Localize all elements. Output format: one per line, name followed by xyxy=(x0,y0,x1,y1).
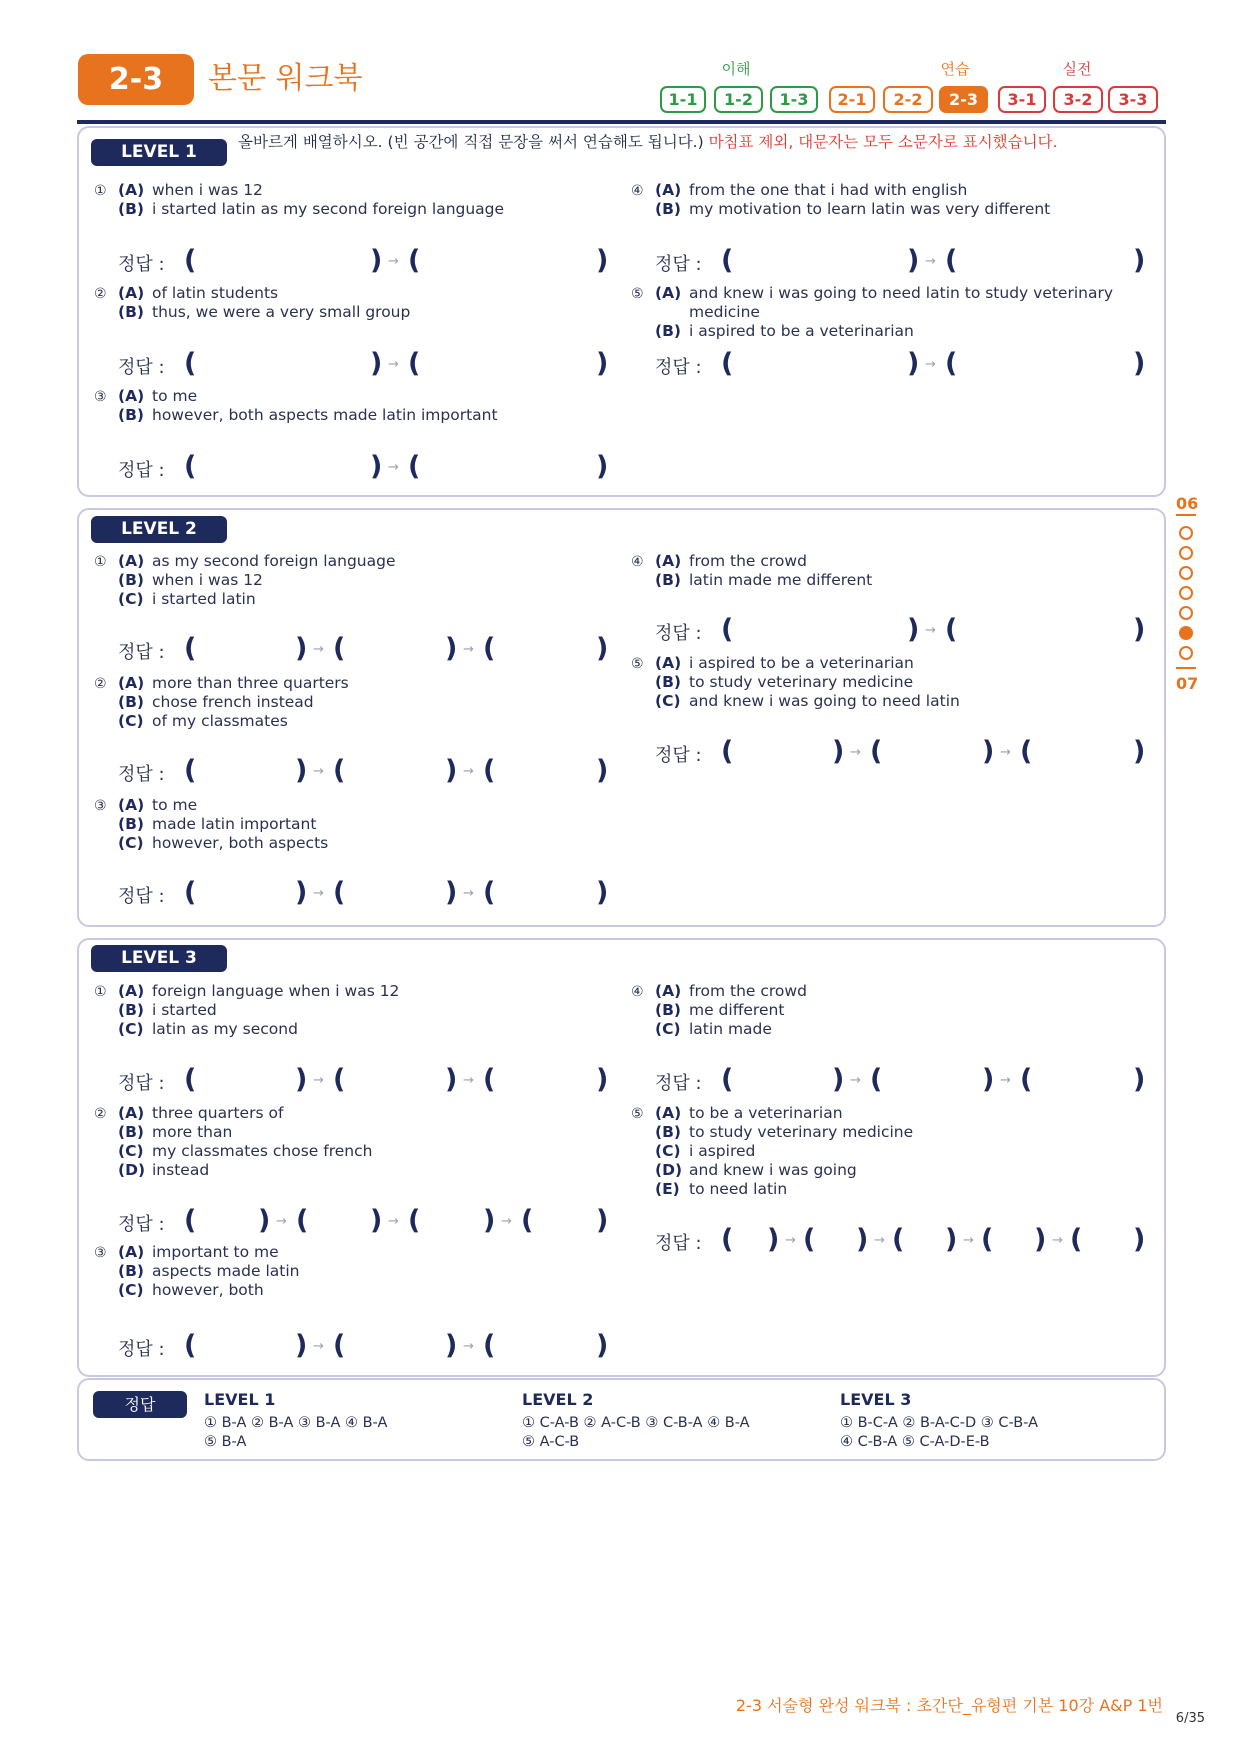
option-text: and knew i was going to need latin to study veterinary medicine xyxy=(689,284,1114,321)
key-level-2-line1: ① C-A-B ② A-C-B ③ C-B-A ④ B-A xyxy=(522,1415,750,1431)
answer-l3-q1[interactable]: 정답 : ( ) → ( ) → ( ) xyxy=(118,1064,609,1095)
key-level-3-line1: ① B-C-A ② B-A-C-D ③ C-B-A xyxy=(840,1415,1039,1431)
option-text: instead xyxy=(152,1161,210,1179)
group-label-understand: 이해 xyxy=(721,60,751,78)
instruction-text xyxy=(238,132,1143,152)
side-index-top: 06 xyxy=(1176,494,1199,513)
option-text: to need latin xyxy=(689,1180,788,1198)
option-text: my motivation to learn latin was very different xyxy=(689,200,1051,218)
side-dot-6-active xyxy=(1179,626,1193,640)
option-text: from the crowd xyxy=(689,982,807,1000)
page-number: 6/35 xyxy=(1175,1711,1205,1726)
side-dot-4 xyxy=(1179,586,1193,600)
page-title: 본문 워크북 xyxy=(208,61,363,96)
option-text: foreign language when i was 12 xyxy=(152,982,400,1000)
tab-1-1[interactable]: 1-1 xyxy=(660,86,706,113)
side-dot-3 xyxy=(1179,566,1193,580)
option-text: i started latin xyxy=(152,590,256,608)
key-level-1-title: LEVEL 1 xyxy=(204,1390,276,1409)
key-level-2-line2: ⑤ A-C-B xyxy=(522,1434,580,1450)
instruction-note: 마침표 제외, 대문자는 모두 소문자로 표시했습니다. xyxy=(703,133,1058,151)
side-index-bottom: 07 xyxy=(1176,674,1199,693)
option-text: however, both xyxy=(152,1281,264,1299)
side-index-line-top xyxy=(1176,514,1196,516)
option-text: and knew i was going xyxy=(689,1161,857,1179)
footer-text: 2-3 서술형 완성 워크북 : 초간단_유형편 기본 10강 A&P 1번 xyxy=(735,1696,1163,1715)
key-level-3-title: LEVEL 3 xyxy=(840,1390,912,1409)
option-text: i aspired xyxy=(689,1142,756,1160)
key-level-3-line2: ④ C-B-A ⑤ C-A-D-E-B xyxy=(840,1434,990,1450)
option-text: latin made me different xyxy=(689,571,873,589)
answer-l1-q4[interactable]: 정답 : ( ) → ( ) xyxy=(655,245,1146,276)
option-text: however, both aspects xyxy=(152,834,329,852)
tab-2-2[interactable]: 2-2 xyxy=(883,86,933,113)
option-text: i started xyxy=(152,1001,217,1019)
option-text: three quarters of xyxy=(152,1104,284,1122)
option-text: of latin students xyxy=(152,284,279,302)
level-1-badge: LEVEL 1 xyxy=(91,139,227,166)
option-text: my classmates chose french xyxy=(152,1142,373,1160)
level-2-badge: LEVEL 2 xyxy=(91,516,227,543)
key-level-1-line1: ① B-A ② B-A ③ B-A ④ B-A xyxy=(204,1415,388,1431)
level-3-badge: LEVEL 3 xyxy=(91,945,227,972)
option-text: to study veterinary medicine xyxy=(689,1123,914,1141)
side-dot-2 xyxy=(1179,546,1193,560)
option-text: when i was 12 xyxy=(152,571,263,589)
answer-l2-q4[interactable]: 정답 : ( ) → ( ) xyxy=(655,614,1146,645)
key-level-1-line2: ⑤ B-A xyxy=(204,1434,247,1450)
answer-l2-q5[interactable]: 정답 : ( ) → ( ) → ( ) xyxy=(655,736,1146,767)
option-text: aspects made latin xyxy=(152,1262,300,1280)
answer-l2-q3[interactable]: 정답 : ( ) → ( ) → ( ) xyxy=(118,877,609,908)
option-text: to study veterinary medicine xyxy=(689,673,914,691)
option-text: me different xyxy=(689,1001,785,1019)
answer-key-badge: 정답 xyxy=(93,1391,187,1418)
option-text: thus, we were a very small group xyxy=(152,303,411,321)
tab-3-2[interactable]: 3-2 xyxy=(1053,86,1103,113)
option-text: however, both aspects made latin important xyxy=(152,406,498,424)
tab-1-3[interactable]: 1-3 xyxy=(770,86,818,113)
option-text: to me xyxy=(152,387,198,405)
answer-l2-q2[interactable]: 정답 : ( ) → ( ) → ( ) xyxy=(118,755,609,786)
option-text: of my classmates xyxy=(152,712,288,730)
option-text: latin as my second xyxy=(152,1020,298,1038)
option-text: and knew i was going to need latin xyxy=(689,692,960,710)
answer-l1-q5[interactable]: 정답 : ( ) → ( ) xyxy=(655,348,1146,379)
option-text: made latin important xyxy=(152,815,317,833)
group-label-practice: 연습 xyxy=(940,60,970,78)
option-text: to me xyxy=(152,796,198,814)
tab-3-3[interactable]: 3-3 xyxy=(1108,86,1158,113)
option-text: more than three quarters xyxy=(152,674,349,692)
tab-1-2[interactable]: 1-2 xyxy=(714,86,763,113)
side-dot-1 xyxy=(1179,526,1193,540)
answer-l3-q4[interactable]: 정답 : ( ) → ( ) → ( ) xyxy=(655,1064,1146,1095)
answer-l1-q1[interactable]: 정답 : ( ) → ( ) xyxy=(118,245,609,276)
tab-2-1[interactable]: 2-1 xyxy=(829,86,875,113)
answer-l1-q2[interactable]: 정답 : ( ) → ( ) xyxy=(118,348,609,379)
option-text: latin made xyxy=(689,1020,772,1038)
option-text: chose french instead xyxy=(152,693,314,711)
option-text: when i was 12 xyxy=(152,181,263,199)
tab-3-1[interactable]: 3-1 xyxy=(998,86,1046,113)
option-text: important to me xyxy=(152,1243,279,1261)
section-badge: 2-3 xyxy=(78,54,194,105)
option-text: i aspired to be a veterinarian xyxy=(689,654,914,672)
group-label-real: 실전 xyxy=(1062,60,1092,78)
key-level-2-title: LEVEL 2 xyxy=(522,1390,594,1409)
option-text: as my second foreign language xyxy=(152,552,396,570)
option-text: i started latin as my second foreign language xyxy=(152,200,505,218)
answer-l3-q3[interactable]: 정답 : ( ) → ( ) → ( ) xyxy=(118,1330,609,1361)
option-text: i aspired to be a veterinarian xyxy=(689,322,914,340)
side-index-line-bottom xyxy=(1176,667,1196,669)
option-text: from the one that i had with english xyxy=(689,181,968,199)
option-text: more than xyxy=(152,1123,233,1141)
header-divider xyxy=(77,120,1166,124)
side-dot-5 xyxy=(1179,606,1193,620)
answer-l2-q1[interactable]: 정답 : ( ) → ( ) → ( ) xyxy=(118,633,609,664)
side-dot-7 xyxy=(1179,646,1193,660)
answer-l3-q2[interactable]: 정답 : ( ) → ( ) → ( ) → ( ) xyxy=(118,1205,609,1236)
instruction-main: 올바르게 배열하시오. (빈 공간에 직접 문장을 써서 연습해도 됩니다.) xyxy=(238,133,704,151)
option-text: from the crowd xyxy=(689,552,807,570)
answer-l1-q3[interactable]: 정답 : ( ) → ( ) xyxy=(118,451,609,482)
tab-2-3[interactable]: 2-3 xyxy=(939,86,988,113)
option-text: to be a veterinarian xyxy=(689,1104,843,1122)
answer-l3-q5[interactable]: 정답 : ( ) → ( ) → ( ) → ( ) → ( ) xyxy=(655,1224,1146,1255)
